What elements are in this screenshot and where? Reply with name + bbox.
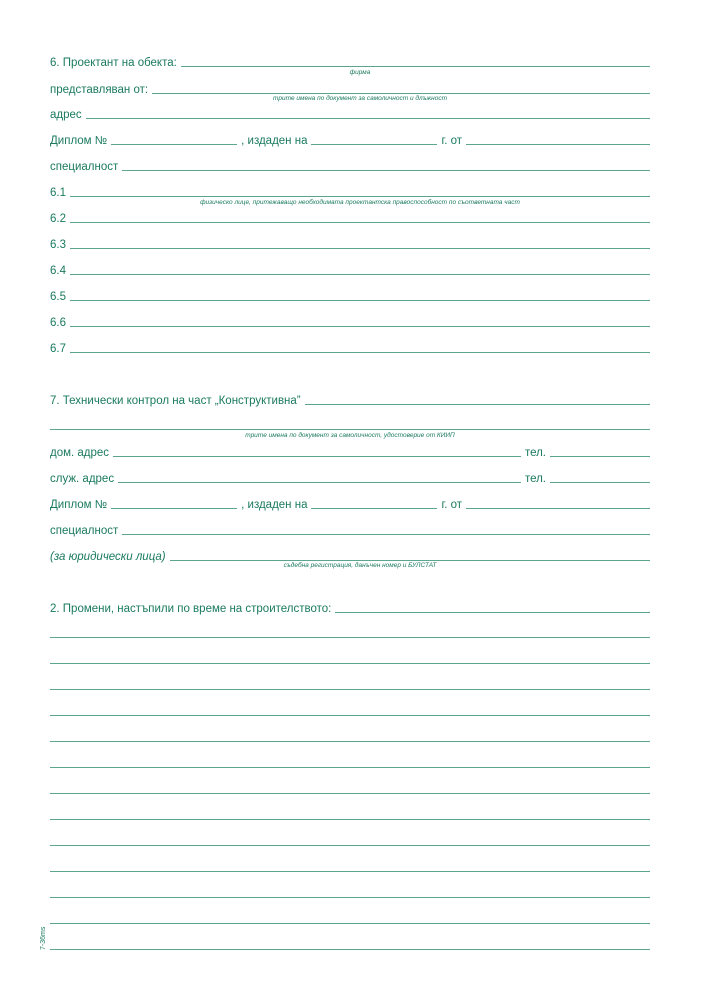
item-6-7-line[interactable] xyxy=(70,352,650,353)
rep-line[interactable] xyxy=(152,93,650,94)
s7-name-hint: трите имена по документ за самоличност, удостоверие от КИИП xyxy=(245,432,455,439)
legal-line[interactable] xyxy=(170,560,650,561)
blank-line[interactable] xyxy=(50,741,650,742)
work-tel-label: тел. xyxy=(524,473,546,485)
item-6-7-row xyxy=(50,343,650,356)
s6-specialty-line[interactable] xyxy=(122,170,650,171)
s7-title: 7. Технически контрол на част „Конструктивна” xyxy=(50,395,301,407)
item-6-3-label: 6.3 xyxy=(50,239,66,251)
item-6-5-line[interactable] xyxy=(70,300,650,301)
item-6-4-line[interactable] xyxy=(70,274,650,275)
s6-issued-line[interactable] xyxy=(311,144,437,145)
item-6-6-line[interactable] xyxy=(70,326,650,327)
p1-hint: физическо лице, притежаващо необходимата проектантска правоспособност по съответната част xyxy=(200,199,520,206)
blank-line[interactable] xyxy=(50,897,650,898)
item-6-6-label: 6.6 xyxy=(50,317,66,329)
s7-name-line[interactable] xyxy=(50,429,650,430)
work-tel-line[interactable] xyxy=(550,482,650,483)
blank-line[interactable] xyxy=(50,845,650,846)
s6-address-line[interactable] xyxy=(86,118,650,119)
blank-line[interactable] xyxy=(50,689,650,690)
item-6-5-label: 6.5 xyxy=(50,291,66,303)
item-6-5-row xyxy=(50,291,650,304)
item-6-2-line[interactable] xyxy=(70,222,650,223)
home-address-line[interactable] xyxy=(113,456,521,457)
blank-line[interactable] xyxy=(50,923,650,924)
blank-line[interactable] xyxy=(50,793,650,794)
s7-year-label: г. от xyxy=(441,499,463,511)
blank-line[interactable] xyxy=(50,819,650,820)
item-6-2-row xyxy=(50,213,650,226)
s7-diploma-label: Диплом № xyxy=(50,499,108,511)
blank-line[interactable] xyxy=(50,767,650,768)
s7-diploma-line[interactable] xyxy=(111,508,237,509)
work-address-line[interactable] xyxy=(118,482,521,483)
s7-year-line[interactable] xyxy=(466,508,650,509)
work-address-label: служ. адрес xyxy=(50,473,115,485)
item-6-4-row xyxy=(50,265,650,278)
s7-issued-label: , издаден на xyxy=(241,499,308,511)
s6-diploma-label: Диплом № xyxy=(50,135,108,147)
s6-year-line[interactable] xyxy=(466,144,650,145)
s6-year-label: г. от xyxy=(441,135,463,147)
s7-title-row xyxy=(50,395,650,408)
home-tel-label: тел. xyxy=(524,447,546,459)
blank-line[interactable] xyxy=(50,663,650,664)
s7-issued-line[interactable] xyxy=(311,508,437,509)
s7-specialty-line[interactable] xyxy=(122,534,650,535)
item-6-2-label: 6.2 xyxy=(50,213,66,225)
s6-diploma-row xyxy=(50,135,650,148)
item-6-1-label: 6.1 xyxy=(50,187,66,199)
item-6-3-row xyxy=(50,239,650,252)
home-address-row xyxy=(50,447,650,460)
s2-title: 2. Промени, настъпили по време на строителството: xyxy=(50,603,332,615)
s6-specialty-label: специалност xyxy=(50,161,119,173)
s6-specialty-row xyxy=(50,161,650,174)
form-code: 7-36ms xyxy=(40,926,47,950)
rep-label: представляван от: xyxy=(50,84,149,96)
item-6-1-line[interactable] xyxy=(70,196,650,197)
s6-diploma-line[interactable] xyxy=(111,144,237,145)
s2-title-row xyxy=(50,603,650,616)
s6-address-row xyxy=(50,109,650,122)
home-tel-line[interactable] xyxy=(550,456,650,457)
s6-address-label: адрес xyxy=(50,109,82,121)
s2-title-line[interactable] xyxy=(335,612,650,613)
legal-hint: съдебна регистрация, данъчен номер и БУЛСТАТ xyxy=(283,562,437,569)
s7-specialty-row xyxy=(50,525,650,538)
legal-label: (за юридически лица) xyxy=(50,551,166,563)
s7-title-line[interactable] xyxy=(305,404,650,405)
firm-line[interactable] xyxy=(181,66,650,67)
item-6-4-label: 6.4 xyxy=(50,265,66,277)
blank-line[interactable] xyxy=(50,949,650,950)
firm-hint: фирма xyxy=(349,69,371,76)
blank-line[interactable] xyxy=(50,715,650,716)
s7-diploma-row xyxy=(50,499,650,512)
rep-hint: трите имена по документ за самоличност и длъжност xyxy=(273,95,447,102)
item-6-3-line[interactable] xyxy=(70,248,650,249)
item-6-7-label: 6.7 xyxy=(50,343,66,355)
s7-specialty-label: специалност xyxy=(50,525,119,537)
home-address-label: дом. адрес xyxy=(50,447,110,459)
blank-line[interactable] xyxy=(50,871,650,872)
s6-issued-label: , издаден на xyxy=(241,135,308,147)
blank-line[interactable] xyxy=(50,637,650,638)
s6-title: 6. Проектант на обекта: xyxy=(50,57,177,69)
work-address-row xyxy=(50,473,650,486)
item-6-6-row xyxy=(50,317,650,330)
